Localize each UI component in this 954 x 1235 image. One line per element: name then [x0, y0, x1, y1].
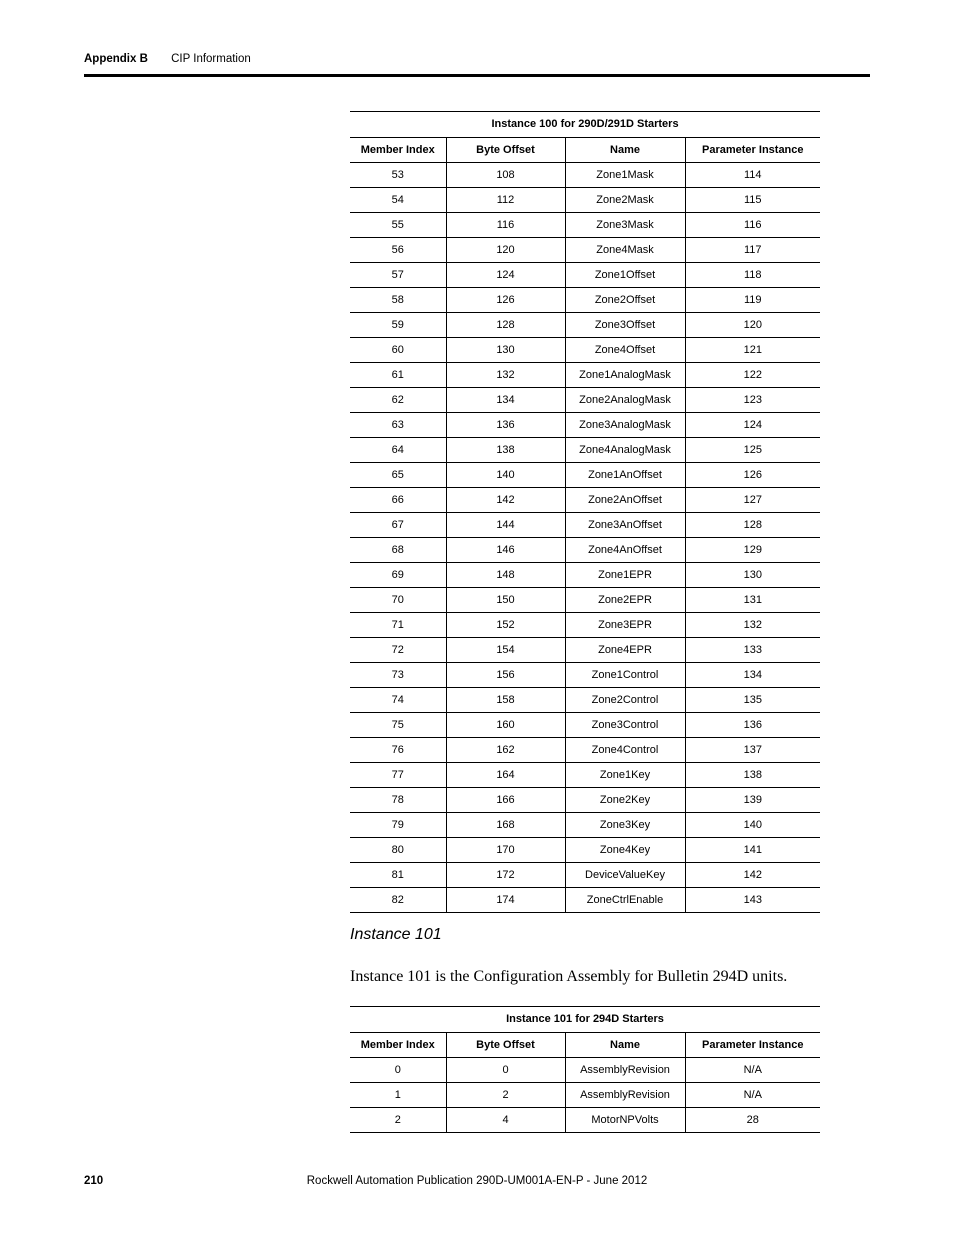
- table-cell: 134: [446, 388, 565, 413]
- table-cell: AssemblyRevision: [565, 1058, 685, 1083]
- table-cell: Zone4Control: [565, 738, 685, 763]
- table-cell: 121: [685, 338, 820, 363]
- table-row: [350, 713, 820, 738]
- table-row: [350, 1083, 820, 1108]
- table-cell: Zone2Mask: [565, 188, 685, 213]
- column-header: Parameter Instance: [685, 138, 820, 163]
- table-cell: 135: [685, 688, 820, 713]
- table-cell: ZoneCtrlEnable: [565, 888, 685, 913]
- table-cell: DeviceValueKey: [565, 863, 685, 888]
- column-header: Member Index: [350, 1033, 446, 1058]
- table-cell: Zone3AnOffset: [565, 513, 685, 538]
- table-cell: 144: [446, 513, 565, 538]
- table-cell: Zone2EPR: [565, 588, 685, 613]
- table-cell: 174: [446, 888, 565, 913]
- table-row: [350, 738, 820, 763]
- table-cell: 76: [350, 738, 446, 763]
- table-cell: N/A: [685, 1058, 820, 1083]
- table-cell: 168: [446, 813, 565, 838]
- table-cell: Zone1AnalogMask: [565, 363, 685, 388]
- table-row: [350, 788, 820, 813]
- table-cell: 130: [446, 338, 565, 363]
- table-row: [350, 288, 820, 313]
- table-cell: 136: [685, 713, 820, 738]
- table-cell: 116: [685, 213, 820, 238]
- table-cell: 127: [685, 488, 820, 513]
- appendix-label: Appendix B: [84, 53, 148, 65]
- column-header: Name: [565, 1033, 685, 1058]
- table-row: [350, 563, 820, 588]
- table-cell: 158: [446, 688, 565, 713]
- table-cell: 4: [446, 1108, 565, 1133]
- table-row: [350, 413, 820, 438]
- instance-101-table: [350, 1006, 820, 1133]
- table-cell: 62: [350, 388, 446, 413]
- table-cell: Zone2Key: [565, 788, 685, 813]
- table-cell: 81: [350, 863, 446, 888]
- table-cell: 2: [446, 1083, 565, 1108]
- table-row: [350, 163, 820, 188]
- table-cell: Zone2AnOffset: [565, 488, 685, 513]
- table-row: [350, 488, 820, 513]
- table-cell: Zone2AnalogMask: [565, 388, 685, 413]
- table-cell: 156: [446, 663, 565, 688]
- table-cell: Zone3Mask: [565, 213, 685, 238]
- table-cell: 134: [685, 663, 820, 688]
- table-cell: 146: [446, 538, 565, 563]
- table-cell: 68: [350, 538, 446, 563]
- table-cell: Zone3Key: [565, 813, 685, 838]
- table-cell: Zone3EPR: [565, 613, 685, 638]
- table-cell: 114: [685, 163, 820, 188]
- table-cell: 154: [446, 638, 565, 663]
- table-cell: 55: [350, 213, 446, 238]
- instance-100-table: [350, 111, 820, 913]
- table-cell: 166: [446, 788, 565, 813]
- table-cell: 126: [446, 288, 565, 313]
- table-cell: 116: [446, 213, 565, 238]
- table-row: [350, 1108, 820, 1133]
- table-cell: Zone1Offset: [565, 263, 685, 288]
- column-header: Byte Offset: [446, 1033, 565, 1058]
- column-header: Parameter Instance: [685, 1033, 820, 1058]
- table-cell: 119: [685, 288, 820, 313]
- table-cell: Zone2Offset: [565, 288, 685, 313]
- table-cell: 126: [685, 463, 820, 488]
- table-cell: MotorNPVolts: [565, 1108, 685, 1133]
- table-cell: 54: [350, 188, 446, 213]
- table-cell: 137: [685, 738, 820, 763]
- table-cell: 2: [350, 1108, 446, 1133]
- table-cell: Zone4Offset: [565, 338, 685, 363]
- table-row: [350, 888, 820, 913]
- table-cell: 118: [685, 263, 820, 288]
- table-cell: 108: [446, 163, 565, 188]
- table-row: [350, 838, 820, 863]
- table-row: [350, 538, 820, 563]
- table-cell: 172: [446, 863, 565, 888]
- table-cell: 130: [685, 563, 820, 588]
- table-row: [350, 588, 820, 613]
- table-cell: 138: [685, 763, 820, 788]
- page-number: 210: [84, 1175, 104, 1187]
- table-cell: 74: [350, 688, 446, 713]
- table-cell: 59: [350, 313, 446, 338]
- table-cell: 125: [685, 438, 820, 463]
- table-cell: Zone4AnOffset: [565, 538, 685, 563]
- body-paragraph: Instance 101 is the Configuration Assembly for Bulletin 294D units.: [350, 968, 788, 985]
- table-row: [350, 663, 820, 688]
- table-cell: 143: [685, 888, 820, 913]
- table-cell: 142: [446, 488, 565, 513]
- table-cell: 72: [350, 638, 446, 663]
- page-header: [84, 53, 251, 65]
- table-cell: 61: [350, 363, 446, 388]
- table-cell: 77: [350, 763, 446, 788]
- table-row: [350, 238, 820, 263]
- table-row: [350, 813, 820, 838]
- table-cell: 152: [446, 613, 565, 638]
- table-cell: 139: [685, 788, 820, 813]
- table-cell: 162: [446, 738, 565, 763]
- table-cell: 117: [685, 238, 820, 263]
- table-row: [350, 1058, 820, 1083]
- table-cell: 141: [685, 838, 820, 863]
- table-cell: N/A: [685, 1083, 820, 1108]
- table-cell: Zone4AnalogMask: [565, 438, 685, 463]
- table-cell: 132: [446, 363, 565, 388]
- table-cell: 53: [350, 163, 446, 188]
- table-row: [350, 863, 820, 888]
- table-cell: 80: [350, 838, 446, 863]
- table-cell: 58: [350, 288, 446, 313]
- table-cell: 56: [350, 238, 446, 263]
- table-cell: 0: [350, 1058, 446, 1083]
- table-cell: 112: [446, 188, 565, 213]
- table-cell: Zone3Offset: [565, 313, 685, 338]
- publication-info: Rockwell Automation Publication 290D-UM001A-EN-P - June 2012: [306, 1175, 648, 1187]
- table-cell: 57: [350, 263, 446, 288]
- table-cell: Zone1EPR: [565, 563, 685, 588]
- table-cell: 131: [685, 588, 820, 613]
- column-header: Byte Offset: [446, 138, 565, 163]
- table-cell: Zone4Key: [565, 838, 685, 863]
- table-row: [350, 438, 820, 463]
- table-cell: 60: [350, 338, 446, 363]
- table-cell: 123: [685, 388, 820, 413]
- table-row: [350, 513, 820, 538]
- table-row: [350, 338, 820, 363]
- table-cell: 70: [350, 588, 446, 613]
- table-cell: 69: [350, 563, 446, 588]
- table-cell: 67: [350, 513, 446, 538]
- table-cell: Zone1Mask: [565, 163, 685, 188]
- table-cell: 142: [685, 863, 820, 888]
- table-row: [350, 613, 820, 638]
- table-cell: Zone4EPR: [565, 638, 685, 663]
- table-cell: 0: [446, 1058, 565, 1083]
- table-cell: 120: [685, 313, 820, 338]
- table-cell: 148: [446, 563, 565, 588]
- column-header: Member Index: [350, 138, 446, 163]
- table-cell: 122: [685, 363, 820, 388]
- table-cell: 170: [446, 838, 565, 863]
- table-cell: 129: [685, 538, 820, 563]
- table-cell: 79: [350, 813, 446, 838]
- table-cell: Zone1Key: [565, 763, 685, 788]
- section-name: CIP Information: [171, 53, 251, 65]
- table-cell: 132: [685, 613, 820, 638]
- table-row: [350, 313, 820, 338]
- table-row: [350, 188, 820, 213]
- table-cell: AssemblyRevision: [565, 1083, 685, 1108]
- table-cell: 66: [350, 488, 446, 513]
- table-cell: 75: [350, 713, 446, 738]
- table-cell: Zone1Control: [565, 663, 685, 688]
- column-header: Name: [565, 138, 685, 163]
- table-cell: 124: [685, 413, 820, 438]
- table-row: [350, 388, 820, 413]
- table-row: [350, 688, 820, 713]
- table-cell: Zone3Control: [565, 713, 685, 738]
- table-cell: 140: [446, 463, 565, 488]
- table-cell: 124: [446, 263, 565, 288]
- table-cell: 133: [685, 638, 820, 663]
- section-title: Instance 101: [350, 926, 442, 943]
- table-cell: 164: [446, 763, 565, 788]
- table-cell: 120: [446, 238, 565, 263]
- table-cell: 128: [685, 513, 820, 538]
- table-cell: 136: [446, 413, 565, 438]
- table-cell: 65: [350, 463, 446, 488]
- table-cell: Zone1AnOffset: [565, 463, 685, 488]
- table-row: [350, 463, 820, 488]
- table-cell: 160: [446, 713, 565, 738]
- table-cell: 73: [350, 663, 446, 688]
- table-cell: 28: [685, 1108, 820, 1133]
- table-row: [350, 763, 820, 788]
- table-cell: 150: [446, 588, 565, 613]
- table-row: [350, 363, 820, 388]
- table-cell: 1: [350, 1083, 446, 1108]
- table-cell: 63: [350, 413, 446, 438]
- table-caption: Instance 100 for 290D/291D Starters: [350, 112, 820, 138]
- table-cell: 140: [685, 813, 820, 838]
- table-cell: Zone3AnalogMask: [565, 413, 685, 438]
- table-row: [350, 638, 820, 663]
- table-caption: Instance 101 for 294D Starters: [350, 1007, 820, 1033]
- table-cell: Zone4Mask: [565, 238, 685, 263]
- table-row: [350, 213, 820, 238]
- header-rule: [84, 74, 870, 77]
- table-cell: Zone2Control: [565, 688, 685, 713]
- table-cell: 115: [685, 188, 820, 213]
- table-cell: 78: [350, 788, 446, 813]
- table-cell: 71: [350, 613, 446, 638]
- table-cell: 82: [350, 888, 446, 913]
- table-cell: 138: [446, 438, 565, 463]
- table-row: [350, 263, 820, 288]
- table-cell: 128: [446, 313, 565, 338]
- table-cell: 64: [350, 438, 446, 463]
